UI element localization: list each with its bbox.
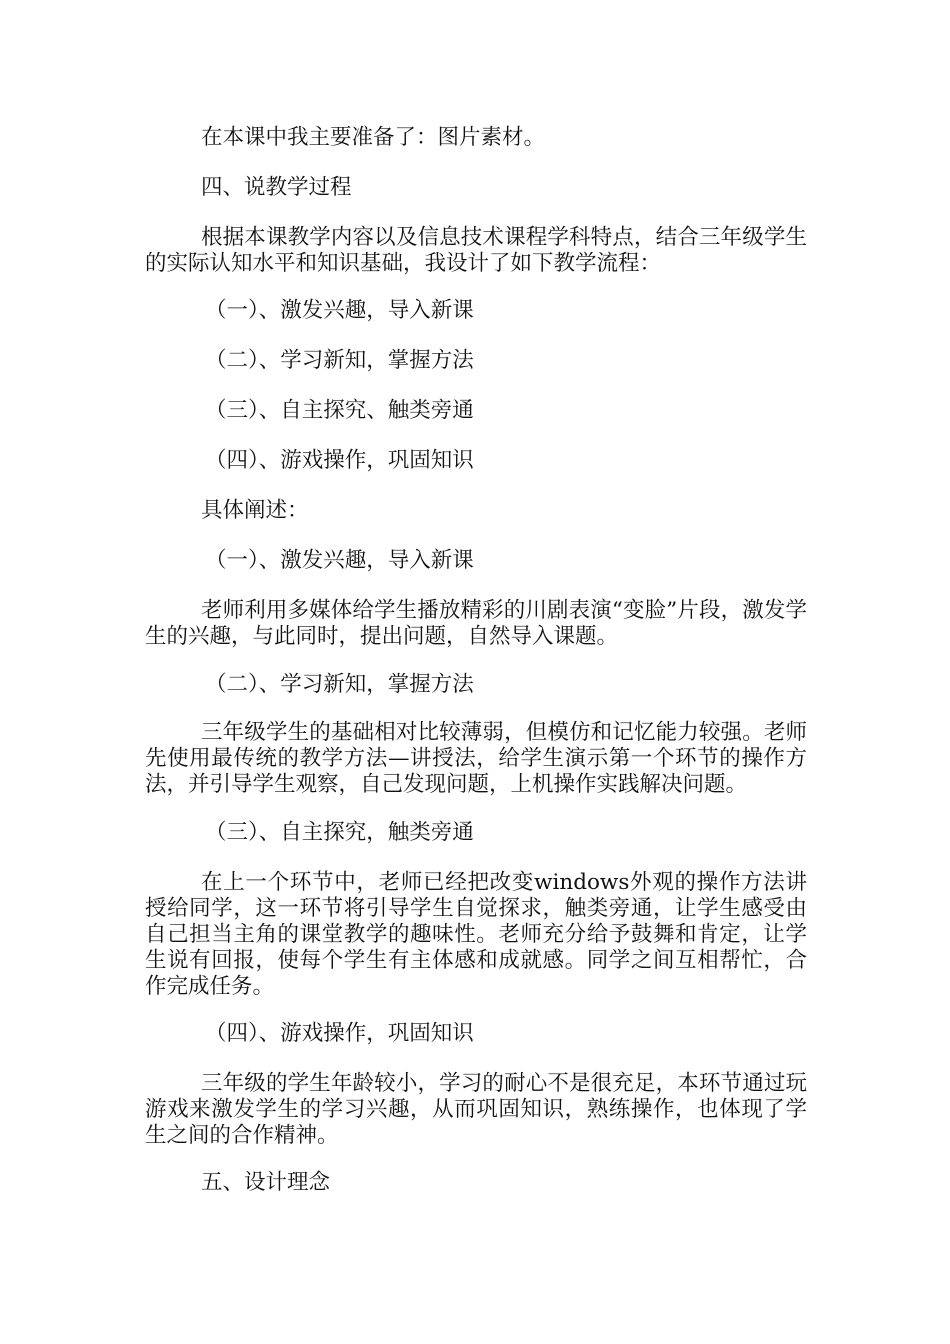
section-heading-3: （三）、自主探究，触类旁通 (205, 820, 474, 845)
heading-design-concept: 五、设计理念 (201, 1170, 331, 1195)
paragraph-materials: 在本课中我主要准备了：图片素材。 (201, 125, 546, 150)
flow-item-1: （一）、激发兴趣，导入新课 (205, 298, 474, 323)
paragraph-process-intro: 根据本课教学内容以及信息技术课程学科特点，结合三年级学生的实际认知水平和知识基础，我设计了如下教学流程： (145, 225, 807, 276)
section-heading-1: （一）、激发兴趣，导入新课 (205, 548, 474, 573)
section-heading-4: （四）、游戏操作，巩固知识 (205, 1021, 474, 1046)
flow-item-4: （四）、游戏操作，巩固知识 (205, 448, 474, 473)
heading-teaching-process: 四、说教学过程 (201, 175, 352, 200)
section-body-2: 三年级学生的基础相对比较薄弱，但模仿和记忆能力较强。老师先使用最传统的教学方法—讲授法，给学生演示第一个环节的操作方法，并引导学生观察，自己发现问题，上机操作实践解决问题。 (145, 720, 807, 797)
paragraph-details-label: 具体阐述： (201, 498, 309, 523)
section-heading-2: （二）、学习新知，掌握方法 (205, 672, 474, 697)
section-body-1: 老师利用多媒体给学生播放精彩的川剧表演“变脸”片段，激发学生的兴趣，与此同时，提出问题，自然导入课题。 (145, 598, 807, 649)
flow-item-3: （三）、自主探究、触类旁通 (205, 398, 474, 423)
flow-item-2: （二）、学习新知，掌握方法 (205, 348, 474, 373)
section-body-4: 三年级的学生年龄较小，学习的耐心不是很充足，本环节通过玩游戏来激发学生的学习兴趣，从而巩固知识，熟练操作，也体现了学生之间的合作精神。 (145, 1071, 807, 1148)
section-body-3: 在上一个环节中，老师已经把改变windows外观的操作方法讲授给同学，这一环节将引导学生自觉探求，触类旁通，让学生感受由自己担当主角的课堂教学的趣味性。老师充分给予鼓舞和肯定，让学生说有回报，使每个学生有主体感和成就感。同学之间互相帮忙，合作完成任务。 (145, 870, 807, 999)
